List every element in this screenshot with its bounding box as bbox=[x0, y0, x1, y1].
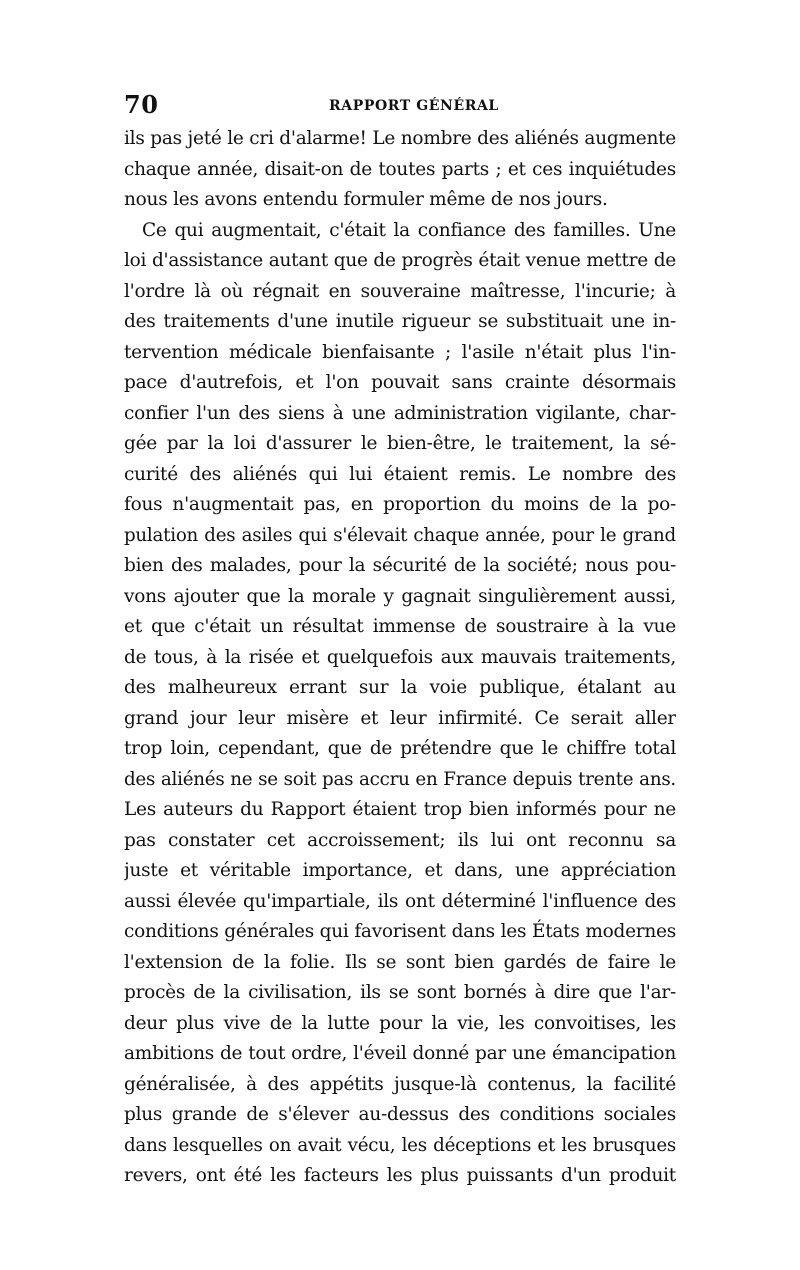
text-line: juste et véritable importance, et dans, une appréciation bbox=[124, 860, 676, 881]
text-line: deur plus vive de la lutte pour la vie, les convoitises, les bbox=[124, 1012, 676, 1034]
text-line: procès de la civilisation, ils se sont bornés à dire que l'ar- bbox=[124, 982, 676, 1003]
text-line: dans lesquelles on avait vécu, les déceptions et les brusques bbox=[124, 1134, 676, 1156]
text-line: Ce qui augmentait, c'était la confiance des familles. Une bbox=[142, 219, 676, 241]
text-line: vons ajouter que la morale y gagnait singulièrement aussi, bbox=[124, 585, 676, 607]
text-line: grand jour leur misère et leur infirmité. Ce serait aller bbox=[124, 707, 676, 729]
text-line: pas constater cet accroissement; ils lui ont reconnu sa bbox=[124, 829, 676, 851]
running-title: RAPPORT GÉNÉRAL bbox=[329, 98, 499, 114]
text-line: de tous, à la risée et quelquefois aux mauvais traitements, bbox=[124, 646, 676, 668]
text-line: l'extension de la folie. Ils se sont bien gardés de faire le bbox=[124, 951, 676, 973]
text-line: tervention médicale bienfaisante ; l'asile n'était plus l'in- bbox=[124, 341, 676, 363]
text-line: Les auteurs du Rapport étaient trop bien informés pour ne bbox=[124, 799, 676, 820]
page-header bbox=[124, 90, 676, 121]
text-line: nous les avons entendu formuler même de nos jours. bbox=[124, 189, 608, 210]
text-line: aussi élevée qu'impartiale, ils ont déterminé l'influence des bbox=[124, 890, 676, 912]
text-line: des aliénés ne se soit pas accru en France depuis trente ans. bbox=[124, 768, 676, 790]
text-line: fous n'augmentait pas, en proportion du moins de la po- bbox=[124, 494, 676, 515]
text-line: conditions générales qui favorisent dans les États modernes bbox=[124, 921, 676, 942]
text-line: et que c'était un résultat immense de soustraire à la vue bbox=[124, 616, 676, 637]
text-line: ambitions de tout ordre, l'éveil donné par une émancipation bbox=[124, 1043, 676, 1064]
text-line: gée par la loi d'assurer le bien-être, le traitement, la sé- bbox=[124, 433, 676, 454]
text-line: des malheureux errant sur la voie publique, étalant au bbox=[124, 677, 676, 698]
text-line: pulation des asiles qui s'élevait chaque année, pour le grand bbox=[124, 524, 676, 546]
text-line: revers, ont été les facteurs les plus puissants d'un produit bbox=[124, 1165, 676, 1186]
text-line: des traitements d'une inutile rigueur se substituait une in- bbox=[124, 311, 676, 332]
body-text bbox=[124, 124, 676, 1192]
text-line: ils pas jeté le cri d'alarme! Le nombre des aliénés augmente bbox=[124, 128, 676, 149]
text-line: généralisée, à des appétits jusque-là contenus, la facilité bbox=[124, 1073, 676, 1095]
text-line: trop loin, cependant, que de prétendre que le chiffre total bbox=[124, 738, 676, 759]
page-number: 70 bbox=[124, 90, 159, 119]
text-line: confier l'un des siens à une administration vigilante, char- bbox=[124, 402, 676, 424]
text-line: chaque année, disait-on de toutes parts ; et ces inquiétudes bbox=[124, 158, 676, 180]
text-line: bien des malades, pour la sécurité de la société; nous pou- bbox=[124, 555, 676, 576]
text-line: loi d'assistance autant que de progrès était venue mettre de bbox=[124, 250, 676, 271]
text-line: pace d'autrefois, et l'on pouvait sans crainte désormais bbox=[124, 372, 676, 393]
text-line: plus grande de s'élever au-dessus des conditions sociales bbox=[124, 1104, 676, 1125]
text-line: l'ordre là où régnait en souveraine maîtresse, l'incurie; à bbox=[124, 280, 676, 302]
text-line: curité des aliénés qui lui étaient remis. Le nombre des bbox=[124, 463, 676, 485]
